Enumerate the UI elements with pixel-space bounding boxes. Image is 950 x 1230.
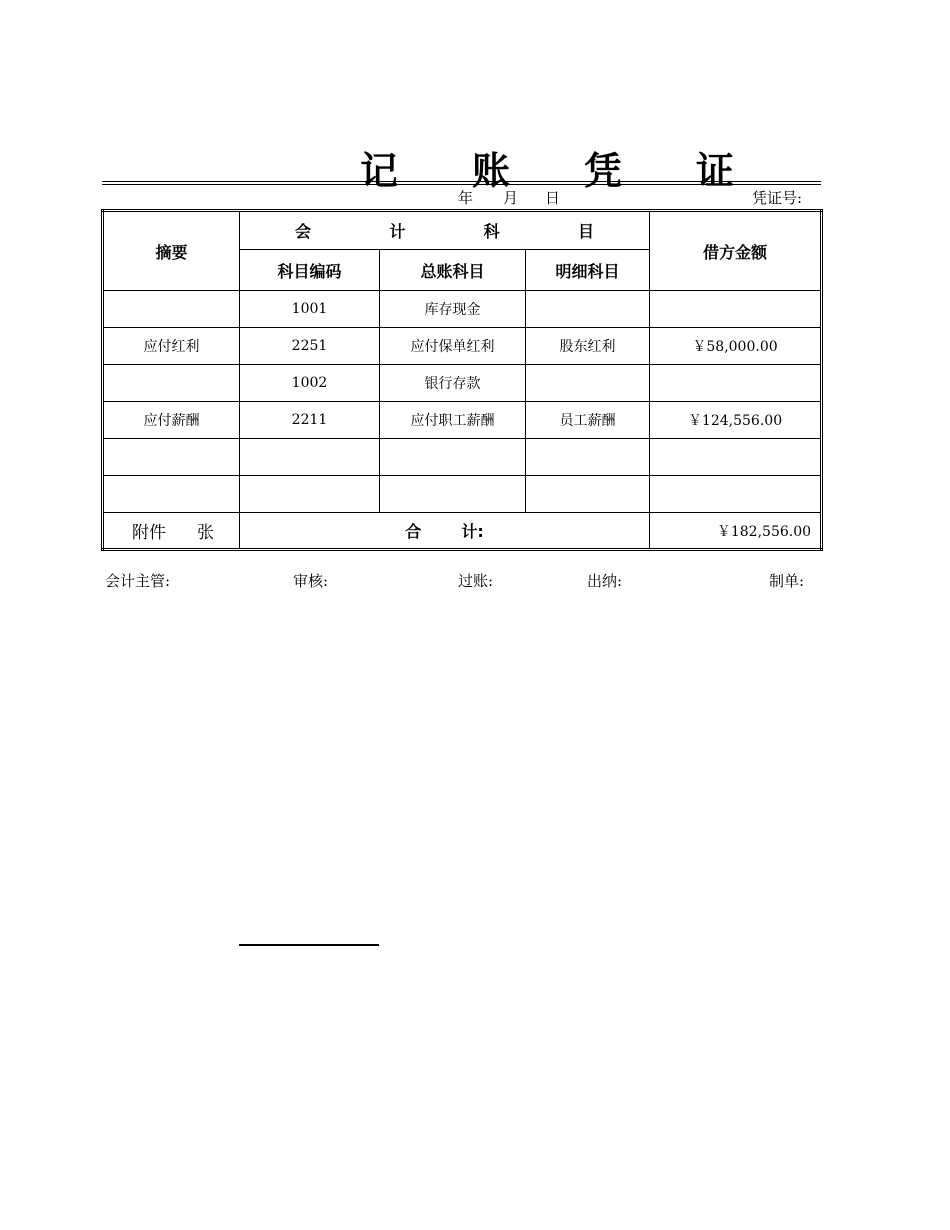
date-day-label: 日 [545, 189, 561, 207]
header-general-account: 总账科目 [380, 250, 526, 291]
row-code: 1001 [240, 291, 380, 328]
signature-supervisor: 会计主管: [105, 572, 171, 590]
row-code: 1002 [240, 365, 380, 402]
row-amount [650, 365, 822, 402]
row-amount: ￥58,000.00 [650, 328, 822, 365]
row-general-account: 库存现金 [380, 291, 526, 328]
attachment-prefix: 附件 [132, 523, 166, 543]
row-general-account: 应付职工薪酬 [380, 402, 526, 439]
row-general-account [380, 476, 526, 513]
table-row [103, 328, 822, 365]
header-accounts [240, 211, 650, 250]
row-detail-account [526, 291, 650, 328]
signature-preparer: 制单: [769, 572, 805, 590]
header-debit-amount: 借方金额 [650, 211, 822, 291]
header-detail-account: 明细科目 [526, 250, 650, 291]
row-detail-account [526, 439, 650, 476]
signature-cashier: 出纳: [587, 572, 623, 590]
total-row [103, 513, 822, 550]
header-accounts-char: 计 [389, 222, 406, 241]
date-month-label: 月 [503, 189, 519, 207]
total-label [240, 513, 650, 550]
row-amount: ￥124,556.00 [650, 402, 822, 439]
table-row [103, 365, 822, 402]
title-char: 账 [472, 149, 511, 193]
row-summary [103, 291, 240, 328]
row-summary: 应付薪酬 [103, 402, 240, 439]
row-summary [103, 365, 240, 402]
total-amount: ￥182,556.00 [650, 513, 822, 550]
header-accounts-char: 科 [483, 222, 500, 241]
row-detail-account: 员工薪酬 [526, 402, 650, 439]
row-code [240, 439, 380, 476]
signature-auditor: 审核: [293, 572, 329, 590]
voucher-number-label: 凭证号: [752, 189, 803, 207]
row-detail-account [526, 365, 650, 402]
table-row [103, 439, 822, 476]
row-general-account [380, 439, 526, 476]
row-amount [650, 476, 822, 513]
row-general-account: 银行存款 [380, 365, 526, 402]
total-label-char: 合 [405, 522, 422, 541]
title-char: 证 [696, 149, 735, 193]
row-amount [650, 439, 822, 476]
total-label-char: 计: [461, 522, 484, 541]
table-row [103, 476, 822, 513]
voucher-table [101, 209, 823, 551]
title-underline [102, 181, 821, 185]
signature-posting: 过账: [458, 572, 494, 590]
table-row [103, 291, 822, 328]
row-detail-account: 股东红利 [526, 328, 650, 365]
row-general-account: 应付保单红利 [380, 328, 526, 365]
title-char: 记 [360, 149, 399, 193]
header-accounts-char: 目 [577, 222, 594, 241]
row-detail-account [526, 476, 650, 513]
header-summary: 摘要 [103, 211, 240, 291]
header-code: 科目编码 [240, 250, 380, 291]
row-summary [103, 476, 240, 513]
row-amount [650, 291, 822, 328]
attachment-suffix: 张 [197, 523, 214, 543]
header-accounts-char: 会 [295, 222, 312, 241]
attachment-count [103, 513, 240, 550]
row-summary: 应付红利 [103, 328, 240, 365]
row-summary [103, 439, 240, 476]
title-char: 凭 [584, 149, 623, 193]
row-code: 2251 [240, 328, 380, 365]
date-year-label: 年 [458, 189, 474, 207]
row-code [240, 476, 380, 513]
table-row [103, 402, 822, 439]
underline-mark [239, 944, 379, 946]
row-code: 2211 [240, 402, 380, 439]
